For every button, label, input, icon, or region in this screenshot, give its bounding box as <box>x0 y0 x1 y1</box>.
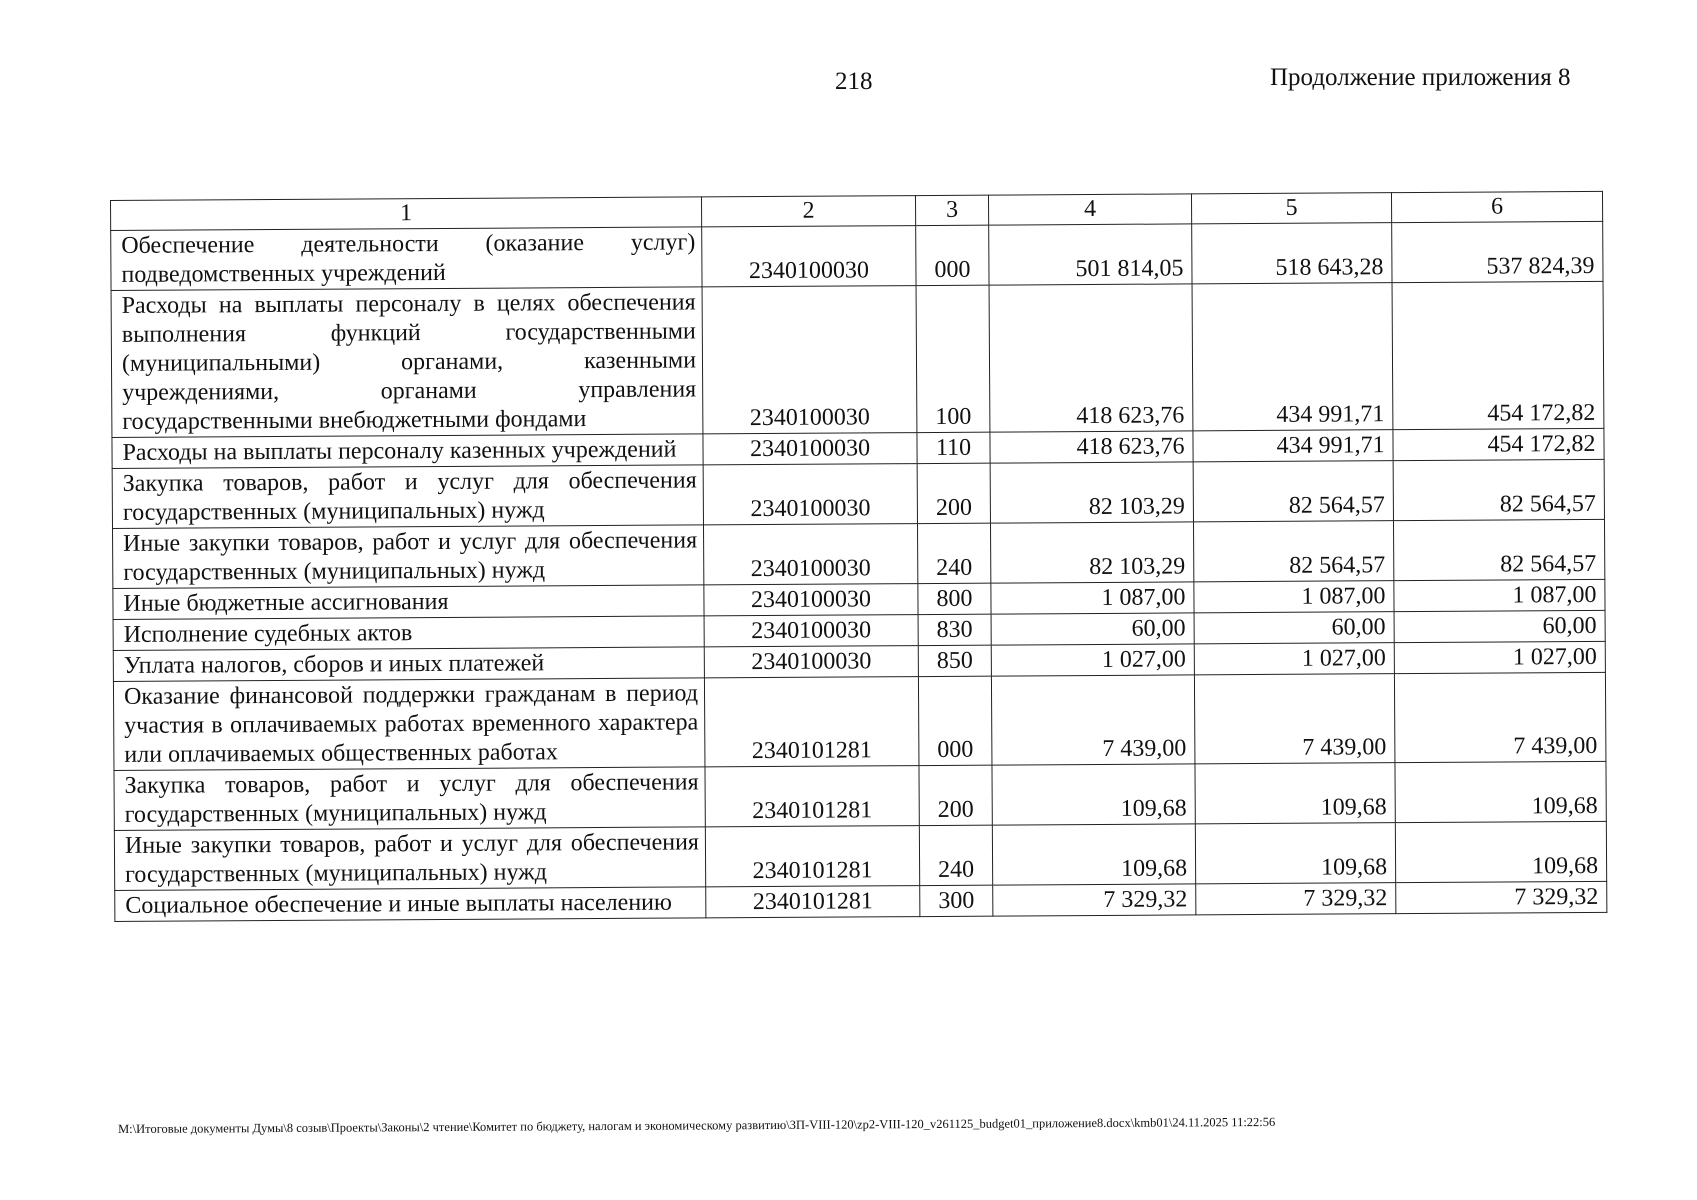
row-value-6: 454 172,82 <box>1393 428 1604 460</box>
row-value-4: 60,00 <box>991 613 1194 645</box>
row-value-5: 109,68 <box>1195 823 1395 884</box>
row-value-6: 7 329,32 <box>1396 881 1607 913</box>
row-value-6: 82 564,57 <box>1393 519 1604 580</box>
row-kind: 800 <box>918 583 991 614</box>
row-code: 2340100030 <box>703 464 917 525</box>
row-value-6: 1 087,00 <box>1394 579 1605 611</box>
column-header: 1 <box>111 197 702 231</box>
column-header: 5 <box>1191 193 1391 224</box>
row-value-5: 82 564,57 <box>1193 521 1393 582</box>
row-name: Обеспечение деятельности (оказание услуг) подведомственных учреждений <box>111 227 702 291</box>
row-value-5: 434 991,71 <box>1192 283 1393 431</box>
row-value-5: 82 564,57 <box>1193 461 1393 522</box>
column-header: 6 <box>1391 191 1602 222</box>
row-code: 2340100030 <box>703 433 917 465</box>
row-value-5: 7 439,00 <box>1194 674 1395 764</box>
table-row <box>114 821 1606 890</box>
row-name: Расходы на выплаты персоналу казенных учреждений <box>112 434 703 469</box>
row-value-5: 1 027,00 <box>1194 643 1394 675</box>
table-row <box>113 672 1606 770</box>
row-name: Закупка товаров, работ и услуг для обеспечения государственных (муниципальных) нужд <box>112 465 703 529</box>
row-value-6: 1 027,00 <box>1394 641 1605 673</box>
row-value-5: 518 643,28 <box>1192 223 1392 284</box>
row-value-4: 1 027,00 <box>991 644 1194 676</box>
row-value-4: 82 103,29 <box>990 522 1193 583</box>
row-value-6: 454 172,82 <box>1392 281 1604 429</box>
table-row <box>111 281 1604 437</box>
row-code: 2340101281 <box>705 826 919 887</box>
row-code: 2340100030 <box>702 226 916 287</box>
row-kind: 100 <box>916 285 990 432</box>
row-value-4: 109,68 <box>992 764 1195 825</box>
row-value-4: 1 087,00 <box>991 582 1194 614</box>
row-code: 2340100030 <box>704 584 918 616</box>
row-kind: 000 <box>916 225 989 285</box>
column-header: 4 <box>988 194 1191 225</box>
row-code: 2340100030 <box>704 646 918 678</box>
budget-table <box>110 191 1607 922</box>
row-value-5: 434 991,71 <box>1193 430 1393 462</box>
row-name: Социальное обеспечение и иные выплаты населению <box>115 887 706 922</box>
row-value-5: 1 087,00 <box>1194 581 1394 613</box>
row-value-6: 82 564,57 <box>1393 459 1604 520</box>
row-value-6: 109,68 <box>1395 761 1606 822</box>
row-value-5: 7 329,32 <box>1196 883 1396 915</box>
row-code: 2340101281 <box>706 886 920 918</box>
row-value-4: 418 623,76 <box>989 284 1193 432</box>
budget-table-container <box>110 191 1606 922</box>
row-kind: 200 <box>919 765 992 825</box>
row-value-6: 537 824,39 <box>1392 221 1603 282</box>
row-name: Расходы на выплаты персоналу в целях обеспечения выполнения функций государственными (муниципальными) органами, казенными учреждениями, органами управления государственными внебюджетными фондами <box>111 287 703 438</box>
row-value-4: 109,68 <box>992 824 1195 885</box>
row-kind: 240 <box>917 523 990 583</box>
row-name: Иные бюджетные ассигнования <box>113 585 704 620</box>
file-path-footer: M:\Итоговые документы Думы\8 созыв\Проекты\Законы\2 чтение\Комитет по бюджету, налогам и экономическому развитию\ЗП-VIII-120\zp2-VIII-120_v261125_budget01_приложение8.docx\kmb01\24.11.2025 11:22:56 <box>118 1114 1276 1136</box>
row-value-4: 418 623,76 <box>990 431 1193 463</box>
continuation-label: Продолжение приложения 8 <box>1270 64 1571 91</box>
row-name: Иные закупки товаров, работ и услуг для обеспечения государственных (муниципальных) нужд <box>114 827 705 891</box>
row-code: 2340101281 <box>705 766 919 827</box>
row-value-6: 7 439,00 <box>1394 672 1606 762</box>
row-value-4: 7 439,00 <box>991 675 1195 765</box>
row-kind: 200 <box>917 463 990 523</box>
table-row <box>113 519 1605 588</box>
row-value-4: 501 814,05 <box>989 224 1192 285</box>
row-kind: 300 <box>920 885 993 916</box>
row-code: 2340100030 <box>702 286 917 434</box>
table-row <box>114 761 1606 830</box>
row-kind: 850 <box>918 645 991 676</box>
row-name: Уплата налогов, сборов и иных платежей <box>113 647 704 682</box>
row-code: 2340100030 <box>703 524 917 585</box>
column-header: 2 <box>701 196 915 227</box>
row-value-4: 82 103,29 <box>990 462 1193 523</box>
row-kind: 830 <box>918 614 991 645</box>
row-name: Исполнение судебных актов <box>113 616 704 651</box>
row-value-6: 60,00 <box>1394 610 1605 642</box>
page-number: 218 <box>835 68 873 95</box>
row-value-6: 109,68 <box>1395 821 1606 882</box>
row-kind: 110 <box>917 432 990 463</box>
row-name: Закупка товаров, работ и услуг для обеспечения государственных (муниципальных) нужд <box>114 767 705 831</box>
column-header: 3 <box>915 195 988 225</box>
row-name: Оказание финансовой поддержки гражданам в период участия в оплачиваемых работах временного характера или оплачиваемых общественных работах <box>113 678 705 771</box>
row-code: 2340101281 <box>704 677 919 767</box>
row-code: 2340100030 <box>704 615 918 647</box>
row-value-5: 60,00 <box>1194 612 1394 644</box>
row-value-4: 7 329,32 <box>993 884 1196 916</box>
table-row <box>111 221 1603 290</box>
row-kind: 000 <box>918 676 992 765</box>
row-value-5: 109,68 <box>1195 763 1395 824</box>
row-kind: 240 <box>919 825 992 885</box>
row-name: Иные закупки товаров, работ и услуг для обеспечения государственных (муниципальных) нужд <box>113 525 704 589</box>
table-row <box>112 459 1604 528</box>
